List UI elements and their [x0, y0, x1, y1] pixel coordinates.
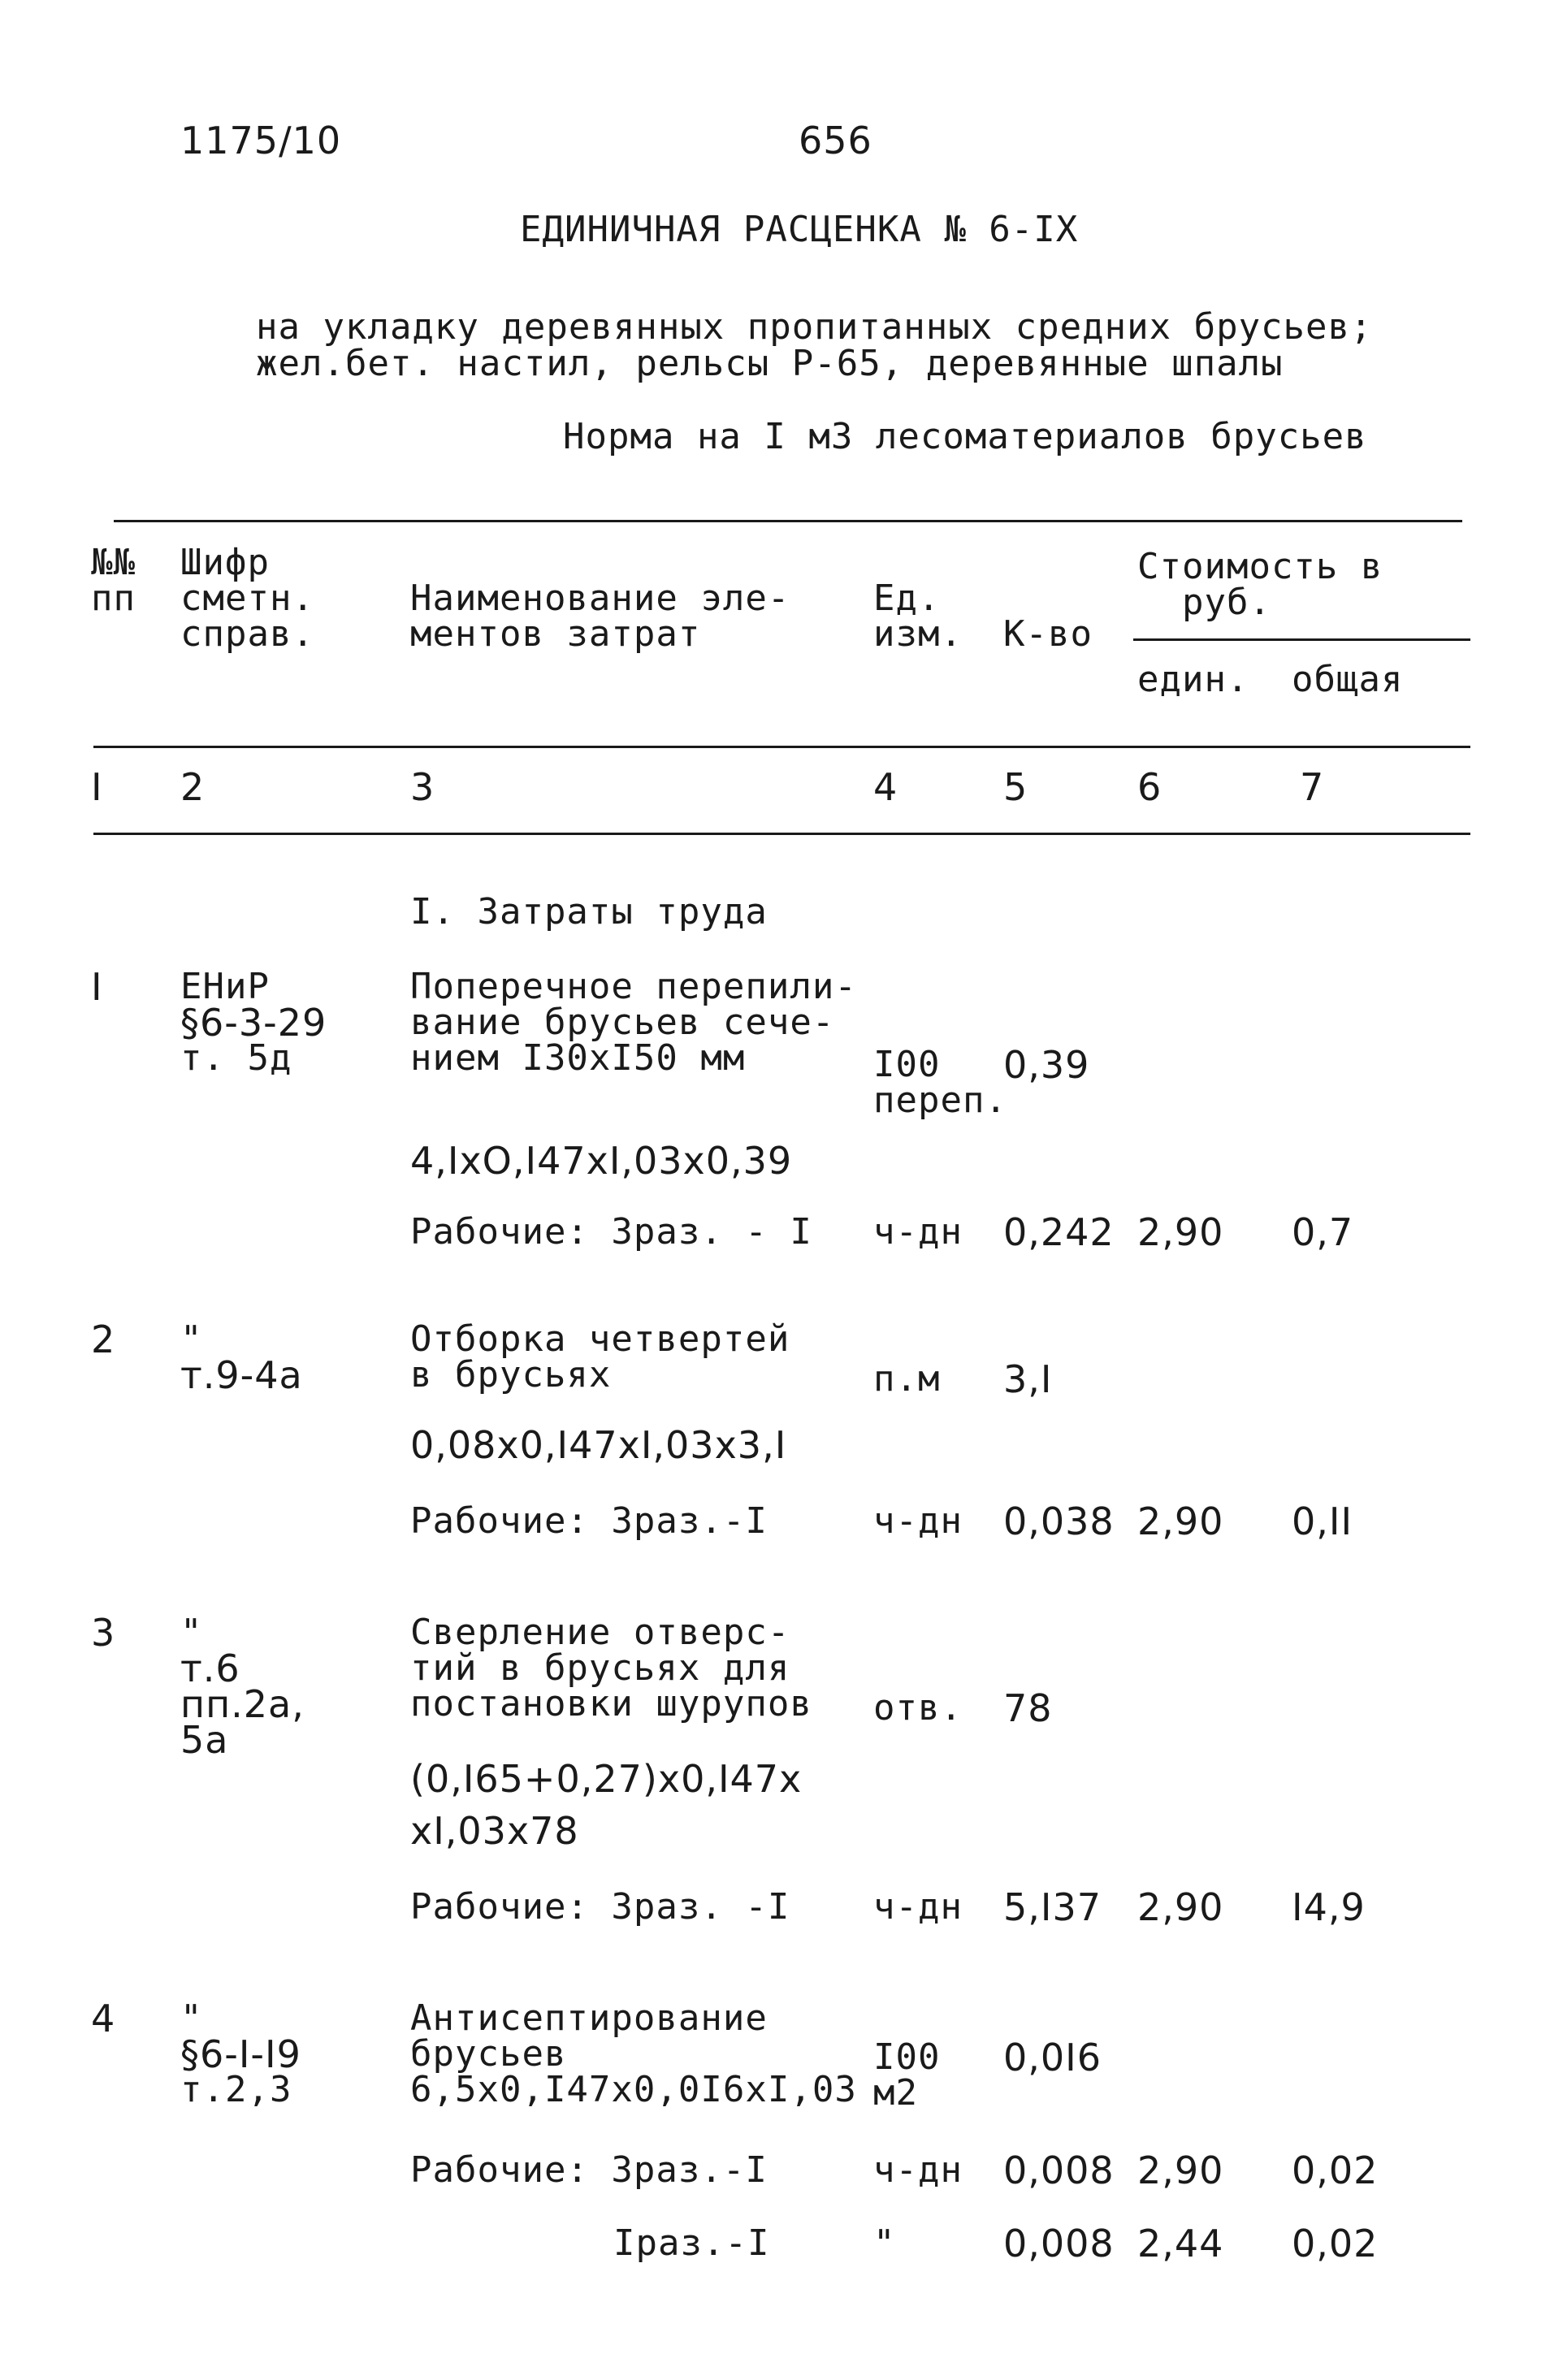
- item-4-workers-1-unit: ч-дн: [873, 2149, 963, 2191]
- item-1-name-3: нием I30xI50 мм: [410, 1037, 746, 1079]
- item-2-workers-label: Рабочие: 3раз.-I: [410, 1500, 768, 1542]
- item-4-workers-2-qty: 0,008: [1003, 2222, 1115, 2265]
- header-name-1: Наименование эле-: [410, 578, 790, 619]
- item-4-code-2: §6-I-I9: [180, 2032, 301, 2076]
- item-3-code-2: т.6: [180, 1647, 240, 1690]
- item-3-qty: 78: [1003, 1686, 1053, 1730]
- item-1-workers-label: Рабочие: 3раз. - I: [410, 1211, 812, 1253]
- item-2-code-1: ": [180, 1318, 203, 1360]
- item-3-unit: отв.: [873, 1687, 963, 1729]
- item-2-unit: п.м: [873, 1358, 941, 1400]
- item-4-workers-1-qty: 0,008: [1003, 2148, 1115, 2192]
- numbers-bottom-rule: [93, 833, 1470, 835]
- item-4-qty: 0,0I6: [1003, 2036, 1102, 2079]
- item-4-workers-1-total: 0,02: [1292, 2148, 1379, 2192]
- item-2-name-1: Отборка четвертей: [410, 1318, 790, 1360]
- col-number-1: I: [91, 765, 103, 809]
- item-4-unit-1: I00: [873, 2036, 941, 2078]
- item-4-workers-2-total: 0,02: [1292, 2222, 1379, 2265]
- archive-number: 1175/10: [180, 119, 342, 162]
- item-2-workers-total: 0,II: [1292, 1499, 1353, 1543]
- header-code-2: сметн.: [180, 578, 314, 619]
- item-4-workers-2-unit: ": [873, 2222, 896, 2264]
- item-2-workers-unit: ч-дн: [873, 1500, 963, 1542]
- header-name-2: ментов затрат: [410, 613, 701, 655]
- item-3-formula-2: xI,03x78: [410, 1809, 579, 1853]
- subtitle-line-1: на укладку деревянных пропитанных средних брусьев;: [256, 306, 1373, 348]
- item-3-code-1: ": [180, 1612, 203, 1653]
- item-3-num: 3: [91, 1611, 116, 1655]
- item-1-code-2: §6-3-29: [180, 1001, 327, 1045]
- item-4-workers-1-price: 2,90: [1137, 2148, 1224, 2192]
- item-3-name-2: тий в брусьях для: [410, 1647, 790, 1689]
- col-number-4: 4: [873, 765, 898, 809]
- col-number-3: 3: [410, 765, 435, 809]
- table-top-rule: [114, 520, 1462, 522]
- item-1-workers-total: 0,7: [1292, 1210, 1354, 1254]
- item-4-name-3: 6,5x0,I47x0,0I6xI,03: [410, 2069, 857, 2110]
- item-1-num: I: [91, 965, 103, 1009]
- header-unit-1: Ед.: [873, 578, 941, 619]
- item-4-workers-2-label: Iраз.-I: [613, 2222, 770, 2264]
- item-3-code-3: пп.2а,: [180, 1682, 305, 1726]
- item-4-code-3: т.2,3: [180, 2069, 292, 2110]
- item-4-unit-2: м2: [873, 2072, 918, 2114]
- item-1-formula: 4,IxO,I47xI,03x0,39: [410, 1139, 793, 1183]
- item-3-workers-price: 2,90: [1137, 1885, 1224, 1929]
- item-3-workers-total: I4,9: [1292, 1885, 1366, 1929]
- item-4-name-1: Антисептирование: [410, 1997, 768, 2039]
- item-1-code-3: т. 5д: [180, 1037, 292, 1079]
- header-num-2: пп: [91, 578, 136, 619]
- item-4-code-1: ": [180, 1997, 203, 2039]
- header-qty: К-во: [1003, 613, 1093, 655]
- header-cost-1: Стоимость в: [1137, 546, 1383, 587]
- header-cost-2: руб.: [1182, 582, 1271, 623]
- item-2-workers-price: 2,90: [1137, 1499, 1224, 1543]
- item-1-workers-qty: 0,242: [1003, 1210, 1115, 1254]
- item-3-name-3: постановки шурупов: [410, 1683, 812, 1724]
- item-2-formula: 0,08x0,I47xI,03x3,I: [410, 1423, 787, 1467]
- item-1-workers-unit: ч-дн: [873, 1211, 963, 1253]
- subtitle-line-2: жел.бет. настил, рельсы Р-65, деревянные шпалы: [256, 343, 1284, 384]
- item-1-unit-2: переп.: [873, 1080, 1007, 1121]
- item-1-name-1: Поперечное перепили-: [410, 966, 857, 1007]
- item-2-num: 2: [91, 1318, 116, 1361]
- header-cost-total: общая: [1292, 659, 1404, 700]
- item-2-code-2: т.9-4а: [180, 1353, 303, 1397]
- header-unit-2: изм.: [873, 613, 963, 655]
- col-number-5: 5: [1003, 765, 1028, 809]
- item-2-qty: 3,I: [1003, 1357, 1053, 1401]
- cost-sub-rule: [1133, 638, 1470, 641]
- item-1-qty: 0,39: [1003, 1043, 1090, 1087]
- header-cost-unit: един.: [1137, 659, 1249, 700]
- col-number-6: 6: [1137, 765, 1163, 809]
- norm-line: Норма на I м3 лесоматериалов брусьев: [563, 416, 1367, 457]
- item-1-name-2: вание брусьев сече-: [410, 1002, 835, 1043]
- item-3-workers-unit: ч-дн: [873, 1886, 963, 1928]
- header-num-1: №№: [91, 542, 136, 583]
- item-3-code-4: 5а: [180, 1718, 229, 1762]
- header-code-1: Шифр: [180, 542, 270, 583]
- col-number-7: 7: [1300, 765, 1325, 809]
- col-number-2: 2: [180, 765, 206, 809]
- item-2-workers-qty: 0,038: [1003, 1499, 1115, 1543]
- item-3-workers-label: Рабочие: 3раз. -I: [410, 1886, 790, 1928]
- item-1-unit-1: I00: [873, 1044, 941, 1085]
- item-3-formula-1: (0,I65+0,27)x0,I47x: [410, 1757, 803, 1801]
- document-title: ЕДИНИЧНАЯ РАСЦЕНКА № 6-IX: [520, 209, 1079, 250]
- item-2-name-2: в брусьях: [410, 1354, 612, 1396]
- header-bottom-rule: [93, 746, 1470, 748]
- header-code-3: справ.: [180, 613, 314, 655]
- item-4-workers-2-price: 2,44: [1137, 2222, 1224, 2265]
- item-3-workers-qty: 5,I37: [1003, 1885, 1102, 1929]
- item-1-workers-price: 2,90: [1137, 1210, 1224, 1254]
- page-number: 656: [799, 119, 872, 162]
- item-4-workers-1-label: Рабочие: 3раз.-I: [410, 2149, 768, 2191]
- item-4-name-2: брусьев: [410, 2033, 567, 2075]
- item-1-code-1: ЕНиР: [180, 966, 270, 1007]
- section-title: I. Затраты труда: [410, 891, 768, 933]
- item-4-num: 4: [91, 1997, 116, 2040]
- item-3-name-1: Сверление отверс-: [410, 1612, 790, 1653]
